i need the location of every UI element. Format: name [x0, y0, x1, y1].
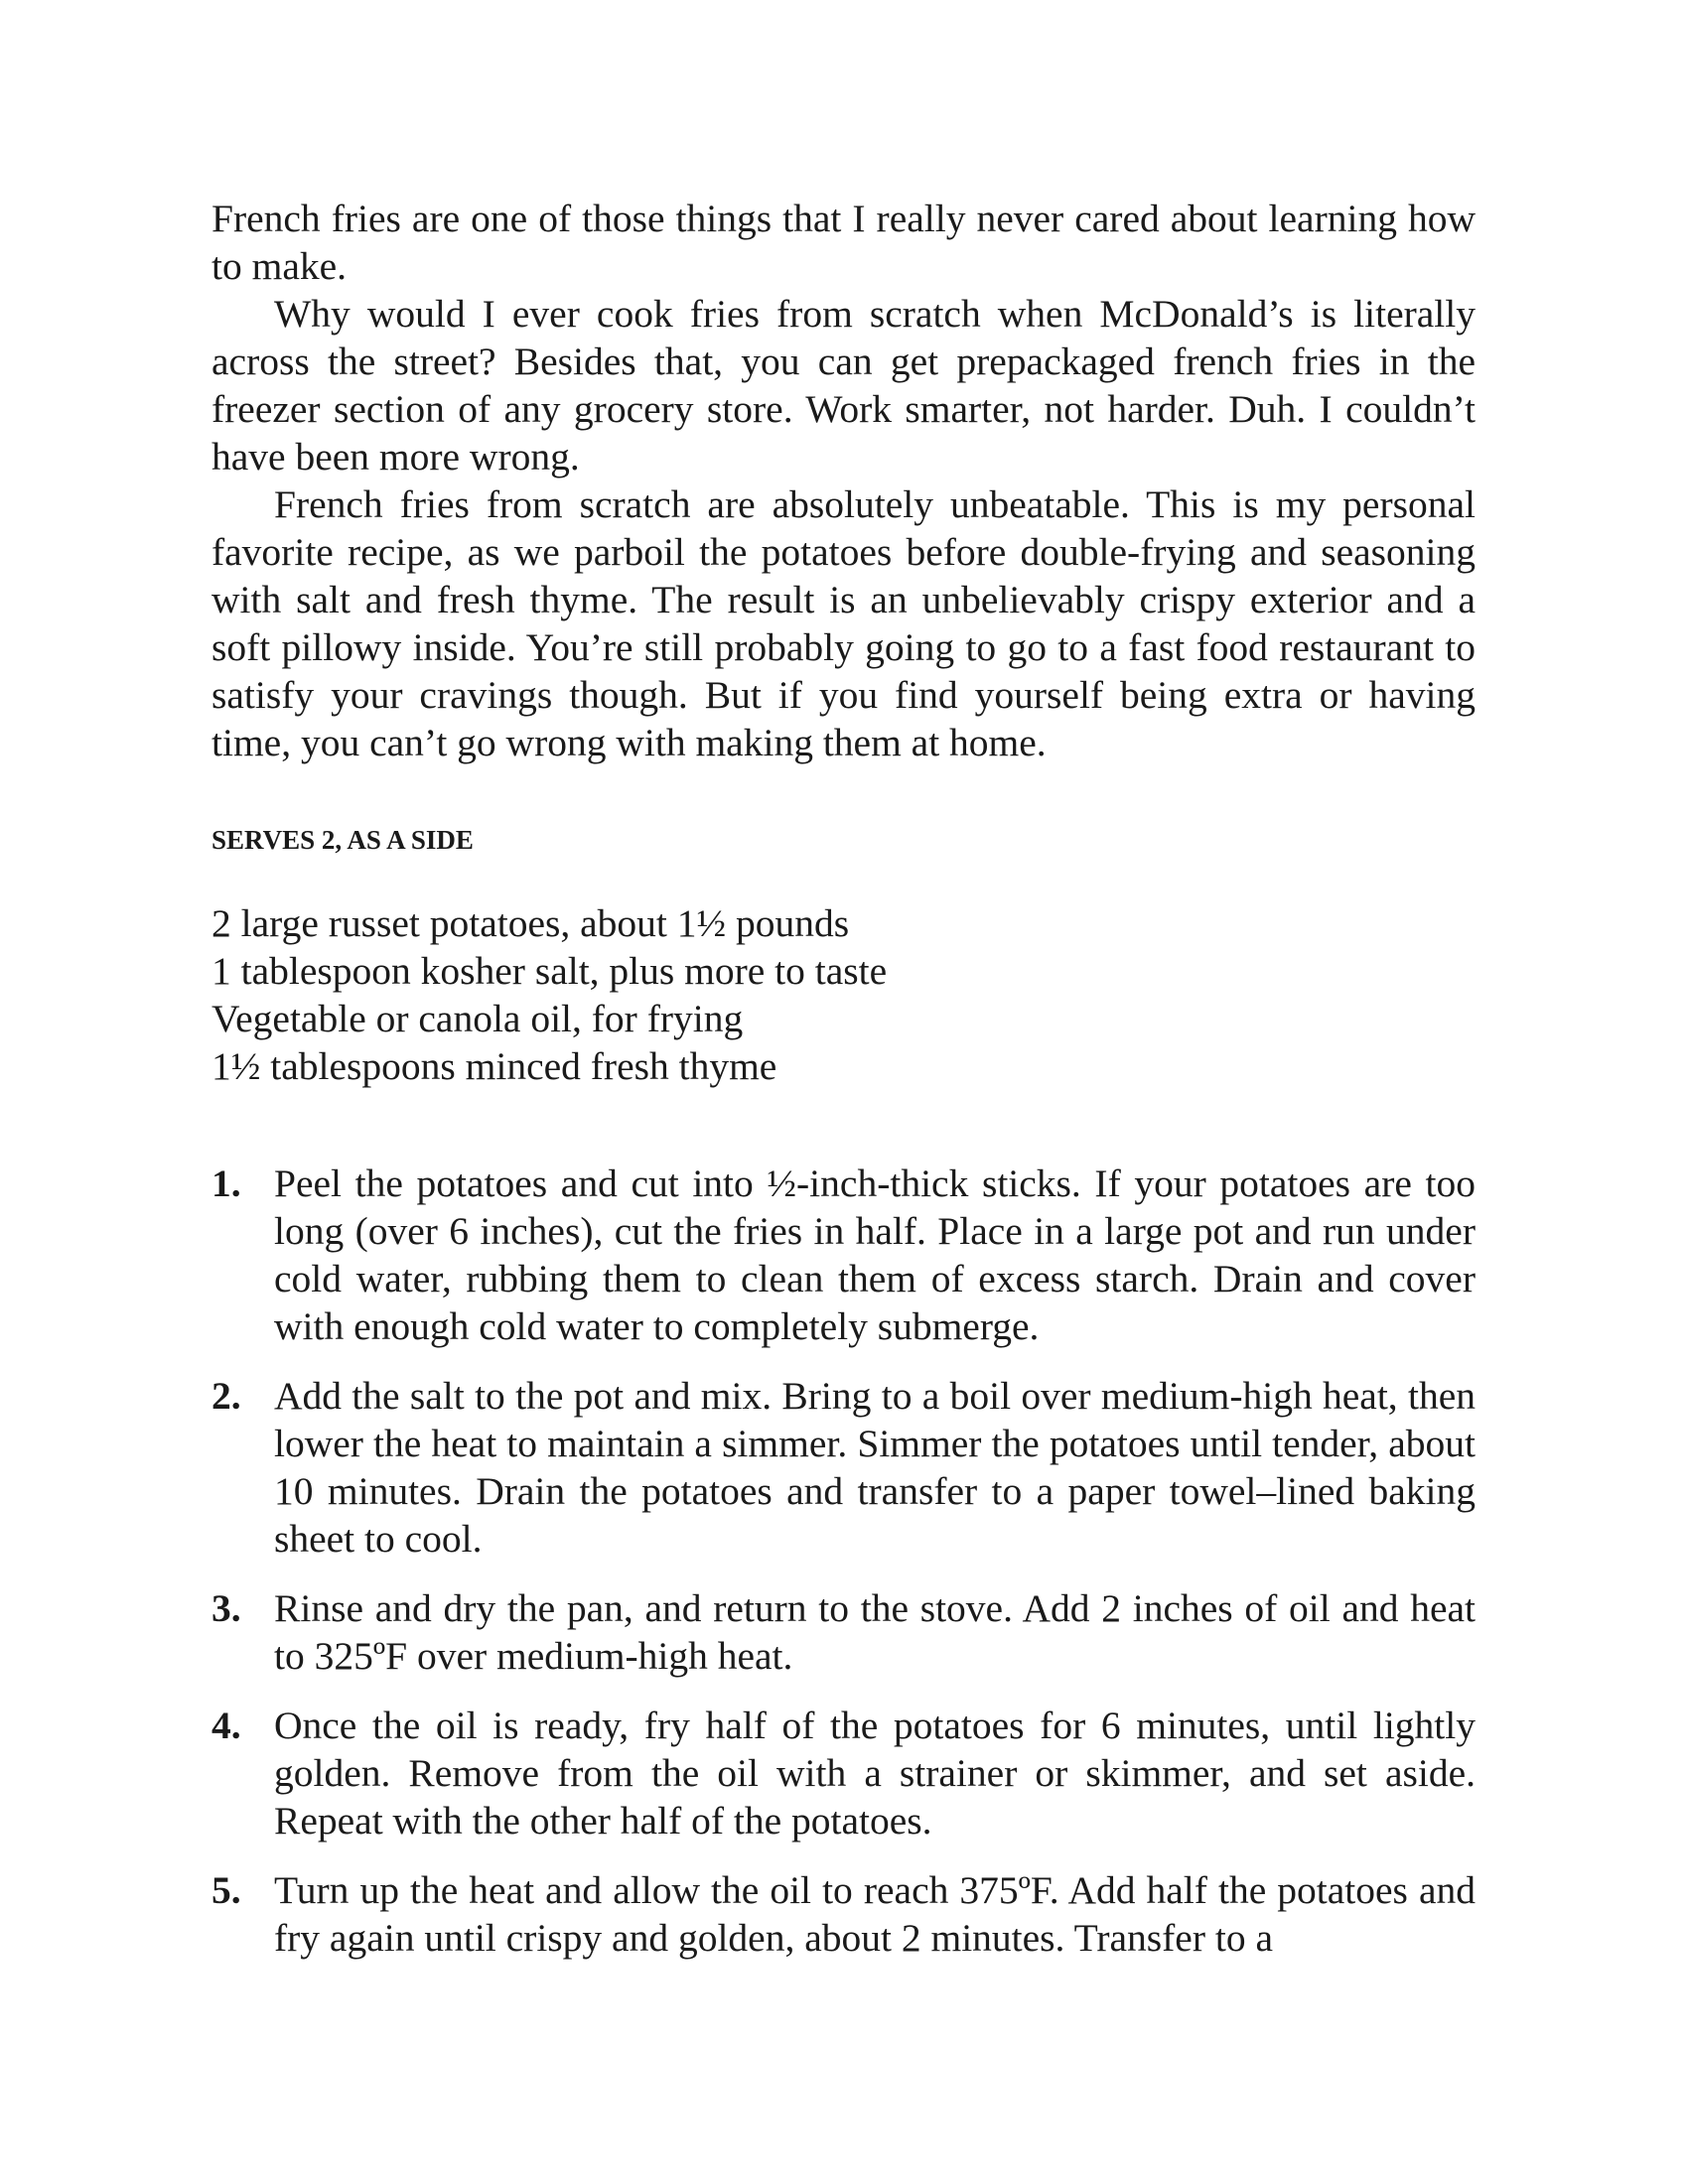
intro-paragraph-2: Why would I ever cook fries from scratch when McDonald’s is literally across the street? Besides that, you can get prepackaged french fries in the freezer section of any grocery store. Work smarter, not harder. Duh. I couldn’t have been more wrong.: [211, 292, 1476, 478]
ingredient-item: Vegetable or canola oil, for frying: [211, 997, 744, 1040]
ingredient-item: 1 tablespoon kosher salt, plus more to taste: [211, 949, 888, 993]
step-number: 1.: [211, 1161, 241, 1205]
step-item: [211, 1372, 1476, 1563]
step-number: 5.: [211, 1868, 241, 1912]
ingredient-list: [211, 899, 1476, 1090]
step-text: Turn up the heat and allow the oil to reach 375ºF. Add half the potatoes and fry again until crispy and golden, about 2 minutes. Transfer to a: [274, 1868, 1476, 1960]
intro-paragraph-1: French fries are one of those things that I really never cared about learning how to make.: [211, 197, 1476, 288]
ingredient-item: 1½ tablespoons minced fresh thyme: [211, 1044, 777, 1088]
intro-paragraph-3: French fries from scratch are absolutely unbeatable. This is my personal favorite recipe, as we parboil the potatoes before double-frying and seasoning with salt and fresh thyme. The result is an unbelievably crispy exterior and a soft pillowy inside. You’re still probably going to go to a fast food restaurant to satisfy your cravings though. But if you find yourself being extra or having time, you can’t go wrong with making them at home.: [211, 482, 1476, 764]
ingredient-item: 2 large russet potatoes, about 1½ pounds: [211, 901, 850, 945]
step-item: [211, 1702, 1476, 1844]
serves-heading: SERVES 2, AS A SIDE: [211, 825, 474, 855]
step-number: 2.: [211, 1374, 241, 1418]
step-text: Peel the potatoes and cut into ½-inch-thick sticks. If your potatoes are too long (over 6 inches), cut the fries in half. Place in a large pot and run under cold water, rubbing them to clean them of excess starch. Drain and cover with enough cold water to completely submerge.: [274, 1161, 1476, 1348]
instruction-steps: [211, 1160, 1476, 1962]
step-number: 3.: [211, 1586, 241, 1630]
step-text: Once the oil is ready, fry half of the potatoes for 6 minutes, until lightly golden. Remove from the oil with a strainer or skimmer, and set aside. Repeat with the other half of the potatoes.: [274, 1704, 1476, 1843]
step-item: [211, 1160, 1476, 1350]
step-number: 4.: [211, 1704, 241, 1747]
step-item: [211, 1584, 1476, 1680]
step-text: Rinse and dry the pan, and return to the stove. Add 2 inches of oil and heat to 325ºF over medium-high heat.: [274, 1586, 1476, 1678]
step-text: Add the salt to the pot and mix. Bring to a boil over medium-high heat, then lower the heat to maintain a simmer. Simmer the potatoes until tender, about 10 minutes. Drain the potatoes and transfer to a paper towel–lined baking sheet to cool.: [274, 1374, 1476, 1561]
recipe-page: [211, 195, 1476, 1983]
step-item: [211, 1866, 1476, 1962]
